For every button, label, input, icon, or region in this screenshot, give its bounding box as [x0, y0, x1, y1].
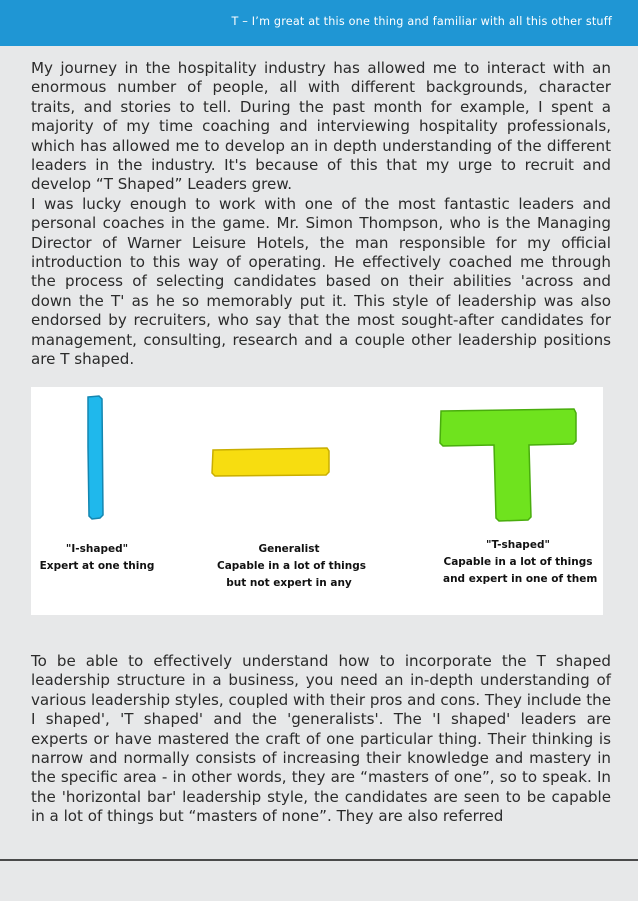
body-text [31, 652, 611, 827]
t-shaped-desc-2: and expert in one of them [443, 573, 598, 585]
i-shaped-title: "I-shaped" [65, 543, 129, 555]
t-shaped-figure [31, 387, 603, 615]
paragraph: I was lucky enough to work with one of the most fantastic leaders and personal coaches in the game. Mr. Simon Thompson, who is the Managing Director of Warner Leisure Hotels, the man responsible for my official introduction to this way of operating. He effectively coached me through the process of selecting candidates based on their abilities 'across and down the T' as he so memorably put it. This style of leadership was also endorsed by recruiters, who say that the most sought-after candidates for management, consulting, research and a couple other leadership positions are T shaped. [31, 194, 611, 369]
i-shaped-desc: Expert at one thing [39, 560, 155, 572]
generalist-bar [212, 448, 329, 476]
generalist-caption [217, 541, 367, 592]
intro-text [31, 59, 611, 370]
i-shaped-bar [88, 396, 103, 519]
i-shaped-caption [37, 541, 157, 575]
running-title: T – I’m great at this one thing and familiar with all this other stuff [231, 15, 612, 28]
t-shaped-title: "T-shaped" [486, 539, 550, 551]
t-shaped-desc-1: Capable in a lot of things [443, 556, 593, 568]
generalist-desc-1: Capable in a lot of things [217, 560, 367, 572]
paragraph: My journey in the hospitality industry has allowed me to interact with an enormous number of people, all with different backgrounds, character traits, and stories to tell. During the past month for example, I spent a majority of my time coaching and interviewing hospitality professionals, which has allowed me to develop an in depth understanding of the different leaders in the industry. It's because of this that my urge to recruit and develop “T Shaped” Leaders grew. [31, 59, 611, 194]
generalist-title: Generalist [258, 543, 320, 555]
t-shaped-bar [440, 409, 576, 521]
footer-divider [0, 859, 638, 861]
paragraph: To be able to effectively understand how to incorporate the T shaped leadership structure in a business, you need an in-depth understanding of various leadership styles, coupled with their pros and cons. They include the I shaped', 'T shaped' and the 'generalists'. The 'I shaped' leaders are experts or have mastered the craft of one particular thing. Their thinking is narrow and normally consists of increasing their knowledge and mastery in the specific area - in other words, they are “masters of one”, so to speak. In the 'horizontal bar' leadership style, the candidates are seen to be capable in a lot of things but “masters of none”. They are also referred [31, 652, 611, 826]
t-shaped-caption [443, 537, 598, 588]
generalist-desc-2: but not expert in any [226, 577, 352, 589]
